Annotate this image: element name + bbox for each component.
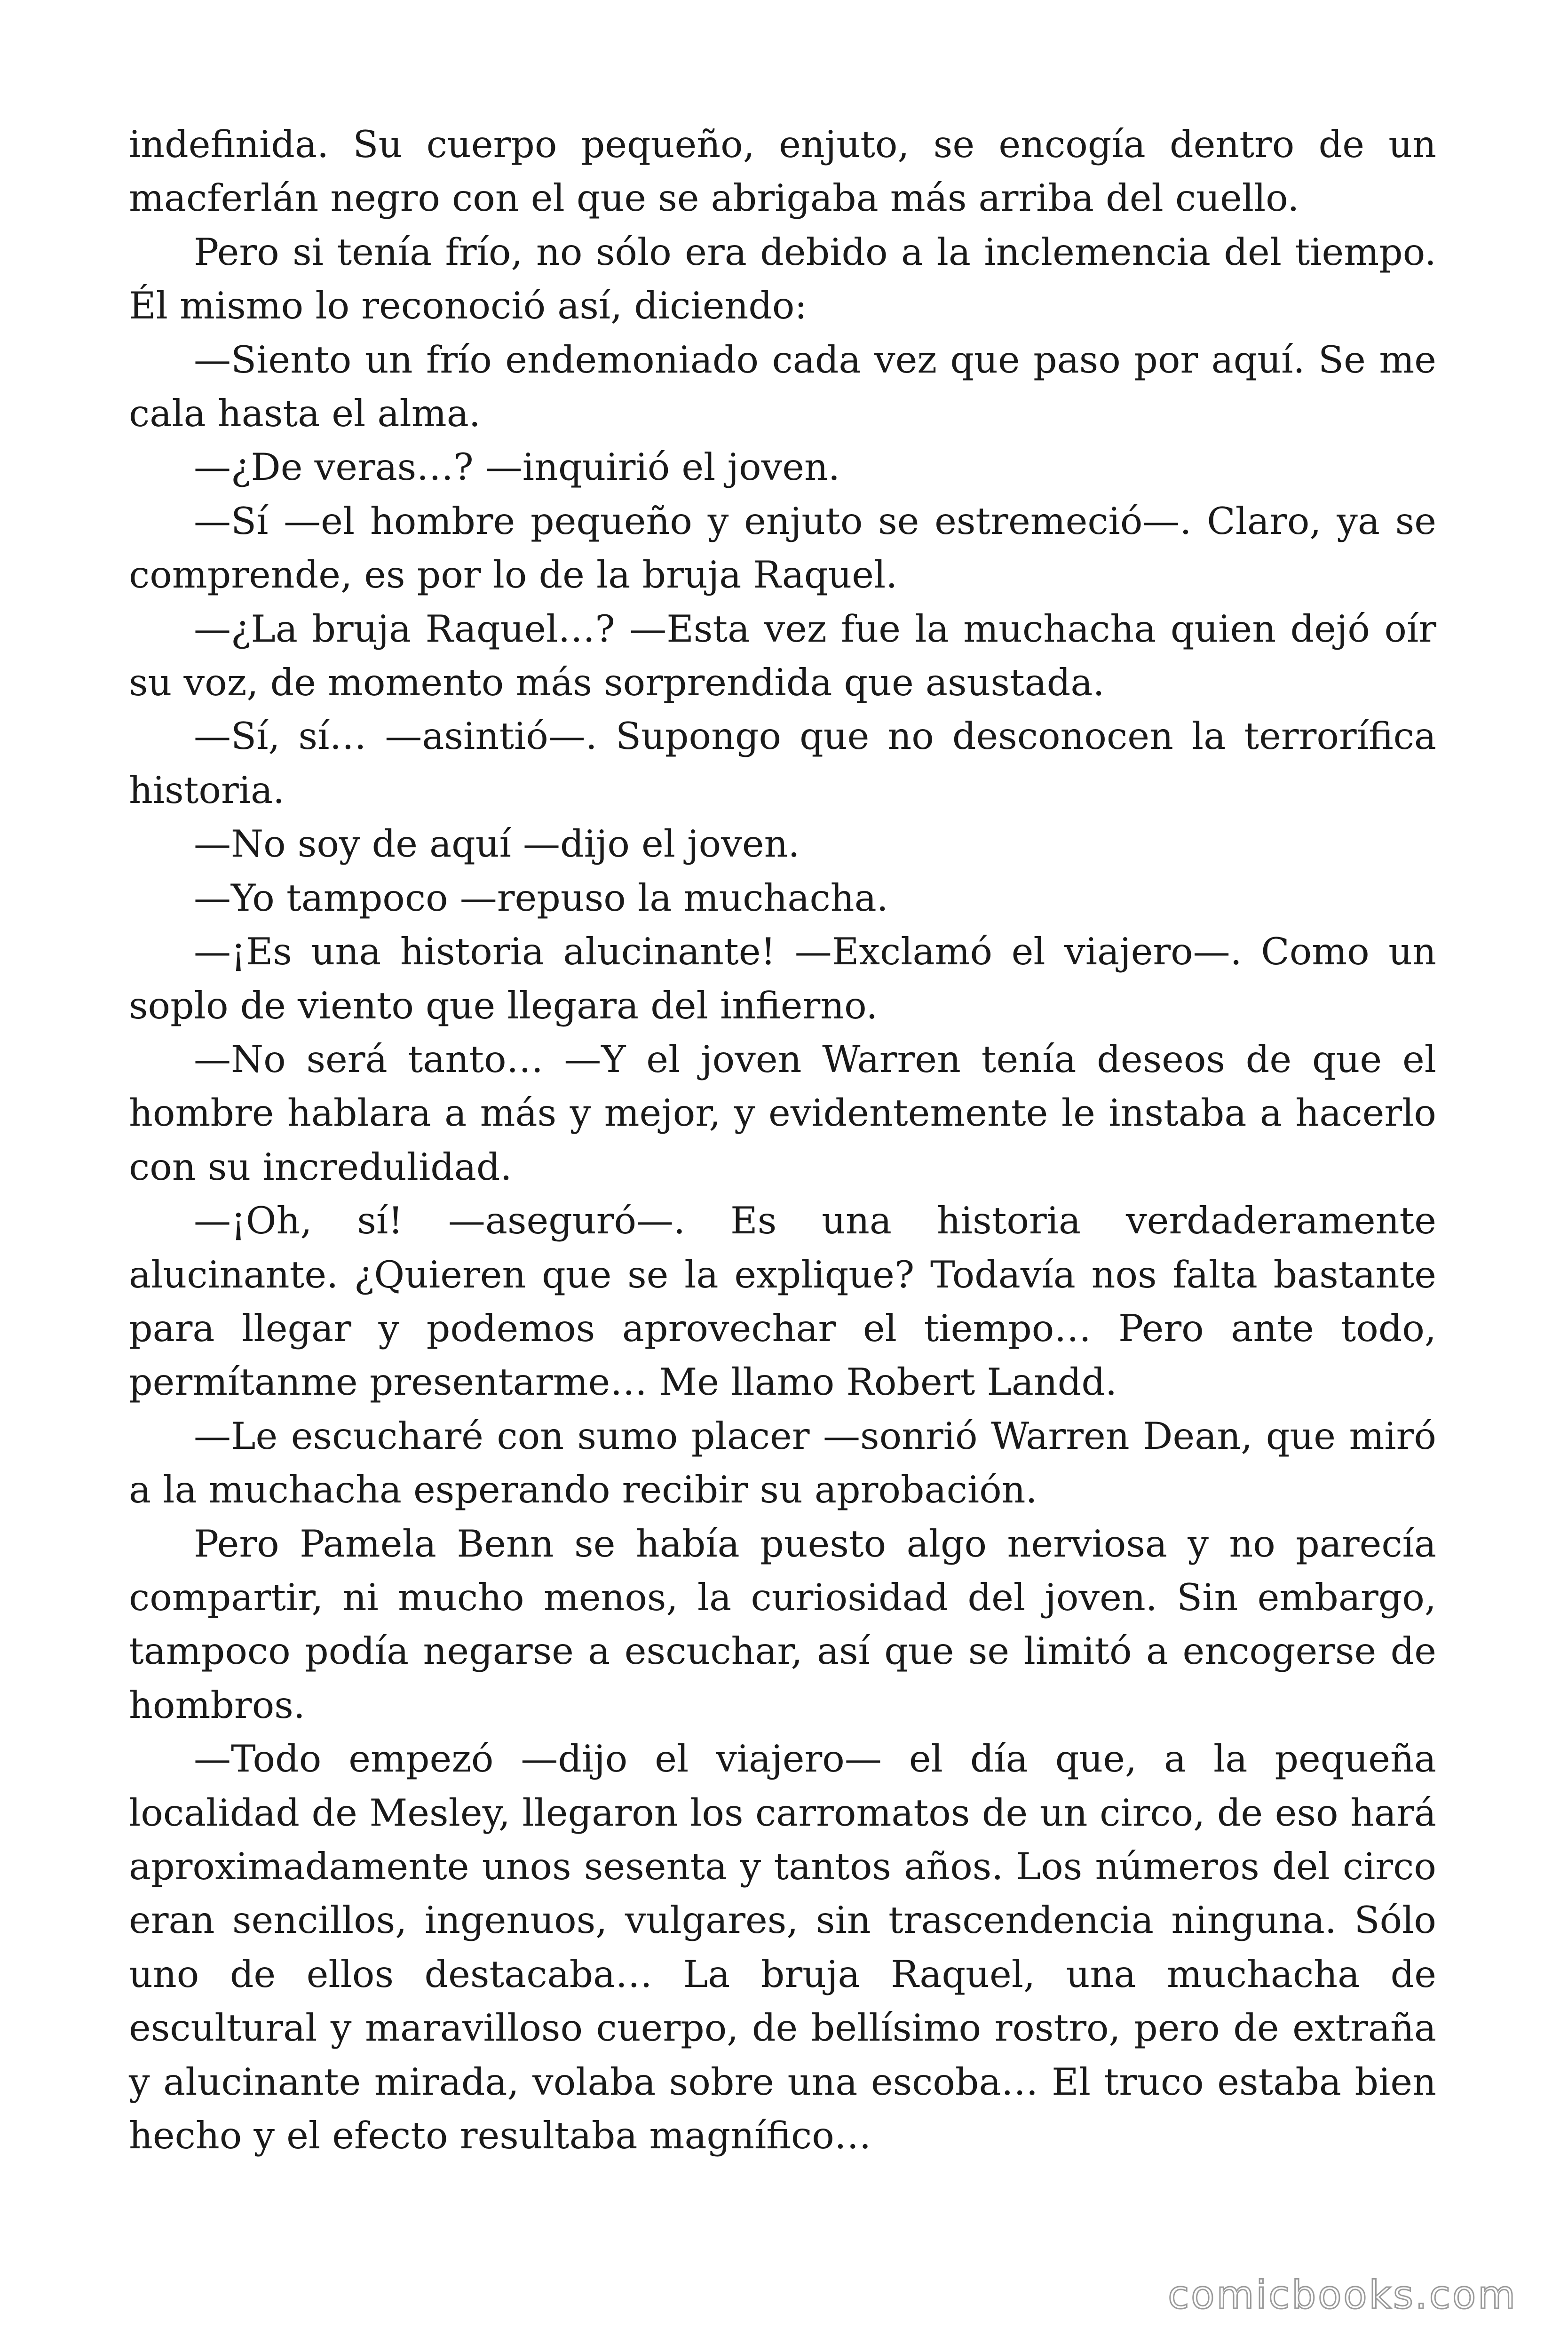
body-text — [129, 118, 1436, 2162]
watermark-logo: comicbooks.com — [1168, 2273, 1517, 2318]
paragraph-4: —¿De veras…? —inquirió el joven. — [194, 445, 840, 489]
paragraph-10: —¡Es una historia alucinante! —Exclamó el viajero—. Como un soplo de viento que llegara del infierno. — [129, 930, 1436, 1027]
paragraph-13: —Le escucharé con sumo placer —sonrió Warren Dean, que miró a la muchacha esperando recibir su aprobación. — [129, 1414, 1436, 1512]
paragraph-5: —Sí —el hombre pequeño y enjuto se estremeció—. Claro, ya se comprende, es por lo de la bruja Raquel. — [129, 499, 1436, 597]
paragraph-6: —¿La bruja Raquel…? —Esta vez fue la muchacha quien dejó oír su voz, de momento más sorprendida que asustada. — [129, 607, 1436, 705]
paragraph-8: —No soy de aquí —dijo el joven. — [194, 822, 800, 866]
paragraph-15: —Todo empezó —dijo el viajero— el día que, a la pequeña localidad de Mesley, llegaron los carromatos de un circo, de eso hará aproximadamente unos sesenta y tantos años. Los números del circo eran sencillos, ingenuos, vulgares, sin trascendencia ninguna. Sólo uno de ellos destacaba… La bruja Raquel, una muchacha de escultural y maravilloso cuerpo, de bellísimo rostro, pero de extraña y alucinante mirada, volaba sobre una escoba… El truco estaba bien hecho y el efecto resultaba magnífico… — [129, 1737, 1436, 2158]
paragraph-11: —No será tanto… —Y el joven Warren tenía deseos de que el hombre hablara a más y mejor, y evidentemente le instaba a hacerlo con su incredulidad. — [129, 1037, 1436, 1189]
paragraph-3: —Siento un frío endemoniado cada vez que paso por aquí. Se me cala hasta el alma. — [129, 338, 1436, 436]
paragraph-9: —Yo tampoco —repuso la muchacha. — [194, 876, 888, 920]
paragraph-12: —¡Oh, sí! —aseguró—. Es una historia verdaderamente alucinante. ¿Quieren que se la explique? Todavía nos falta bastante para llegar y podemos aprovechar el tiempo… Pero ante todo, permítanme presentarme… Me llamo Robert Landd. — [129, 1199, 1436, 1404]
paragraph-1: indefinida. Su cuerpo pequeño, enjuto, se encogía dentro de un macferlán negro con el que se abrigaba más arriba del cuello. — [129, 123, 1436, 220]
paragraph-2: Pero si tenía frío, no sólo era debido a la inclemencia del tiempo. Él mismo lo reconoció así, diciendo: — [129, 230, 1436, 328]
paragraph-14: Pero Pamela Benn se había puesto algo nerviosa y no parecía compartir, ni mucho menos, la curiosidad del joven. Sin embargo, tampoco podía negarse a escuchar, así que se limitó a encogerse de hombros. — [129, 1522, 1436, 1727]
paragraph-7: —Sí, sí… —asintió—. Supongo que no desconocen la terrorífica historia. — [129, 715, 1436, 812]
